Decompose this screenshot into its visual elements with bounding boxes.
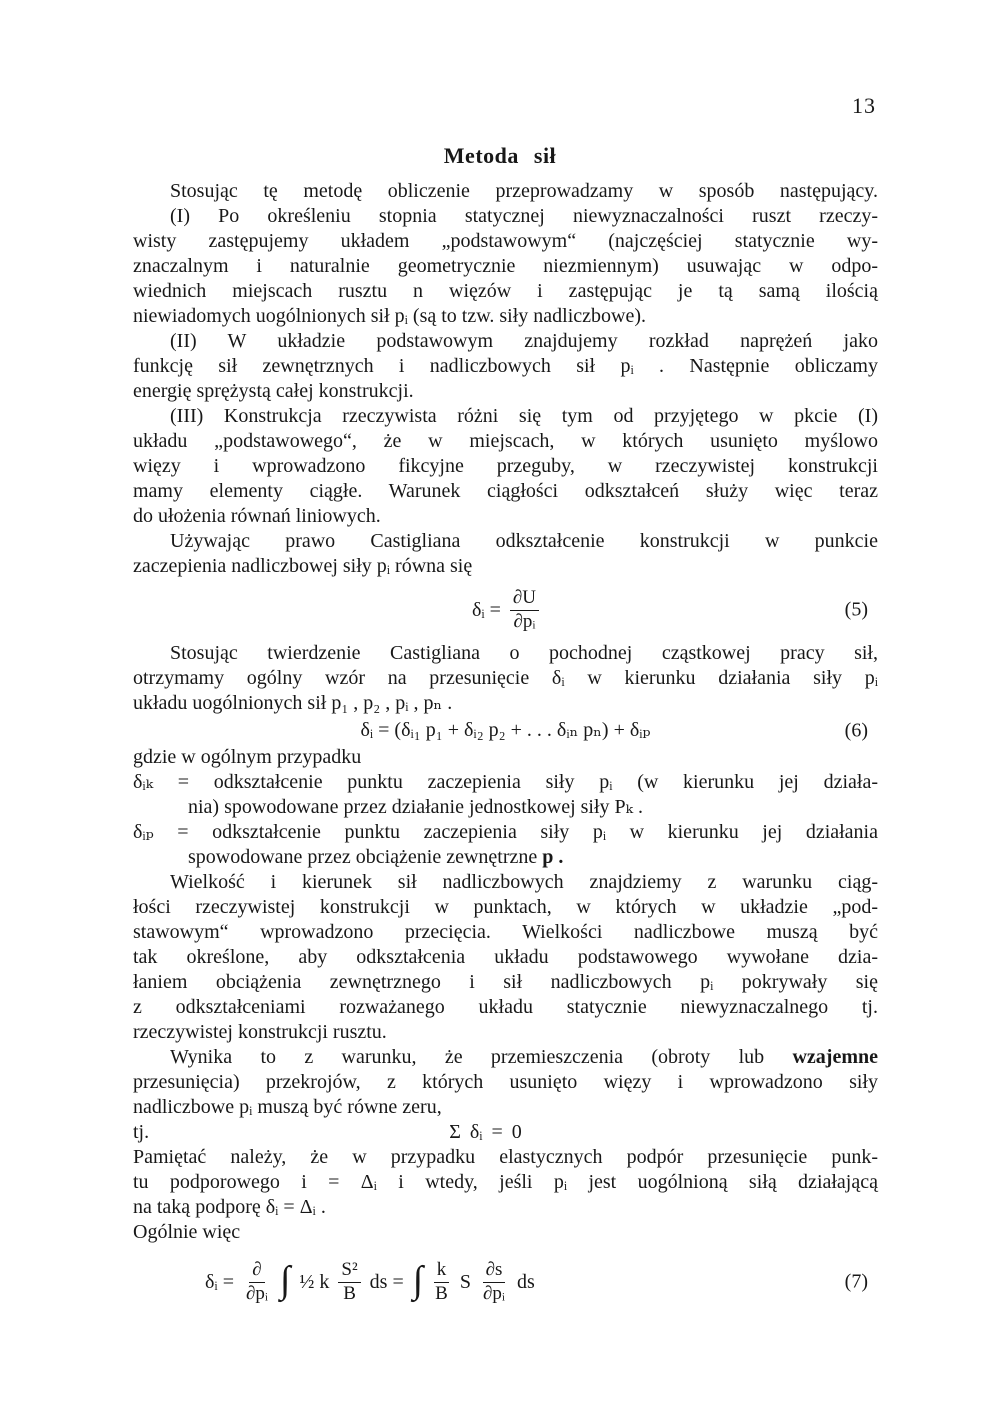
text-line: łaniem obciążenia zewnętrznego i sił nadliczbowych pᵢ pokrywały się xyxy=(133,971,878,993)
text-line: funkcję sił zewnętrznych i nadliczbowych sił pᵢ . Następnie obliczamy xyxy=(133,355,878,377)
fraction-numerator: ∂U xyxy=(510,588,539,611)
text-line: Stosując twierdzenie Castigliana o pochodnej cząstkowej pracy sił, xyxy=(170,642,878,664)
text-segment-bold: p . xyxy=(542,846,564,868)
tj-equation-line xyxy=(133,1120,878,1145)
text-line: niewiadomych uogólnionych sił pᵢ (są to tzw. siły nadliczbowe). xyxy=(133,305,646,327)
sum-delta-equation: Σ δᵢ = 0 xyxy=(449,1121,522,1143)
text-line: energię sprężystą całej konstrukcji. xyxy=(133,380,414,402)
text-line xyxy=(133,1045,878,1070)
text-line: układu uogólnionych sił p₁ , p₂ , pᵢ , pₙ . xyxy=(133,692,453,714)
fraction-denominator: ∂pᵢ xyxy=(513,610,536,632)
formula-7-expression xyxy=(205,1260,535,1305)
formula-5-expression xyxy=(472,588,539,633)
paragraph-6 xyxy=(133,641,878,716)
paragraph-2 xyxy=(133,204,878,329)
text-line: wisty zastępujemy układem „podstawowym“ (najczęściej statycznie wy- xyxy=(133,230,878,252)
text-segment: spowodowane przez obciążenie zewnętrzne xyxy=(188,846,538,868)
text-line: tu podporowego i = Δᵢ i wtedy, jeśli pᵢ jest uogólnioną siłą działającą xyxy=(133,1171,878,1193)
text-line: na taką podporę δᵢ = Δᵢ . xyxy=(133,1196,326,1218)
formula-term: S xyxy=(459,1270,471,1293)
text-line: zaczepienia nadliczbowej siły pᵢ równa się xyxy=(133,555,473,577)
text-line: (I) Po określeniu stopnia statycznej niewyznaczalności ruszt rzeczy- xyxy=(170,205,878,227)
text-line: (II) W układzie podstawowym znajdujemy rozkład naprężeń jako xyxy=(170,330,878,352)
text-line: (III) Konstrukcja rzeczywista różni się tym od przyjętego w pkcie (I) xyxy=(170,405,878,427)
formula-7-lhs: δᵢ = xyxy=(205,1270,234,1293)
text-line: mamy elementy ciągłe. Warunek ciągłości odkształceń służy więc teraz xyxy=(133,480,878,502)
text-line: stawowym“ wprowadzono przecięcia. Wielkości nadliczbowe muszą być xyxy=(133,921,878,943)
text-content xyxy=(133,179,878,1313)
text-line: nia) spowodowane przez działanie jednostkowej siły Pₖ . xyxy=(188,796,643,818)
formula-5 xyxy=(133,584,878,636)
formula-5-lhs: δᵢ = xyxy=(471,598,501,621)
text-segment: Wynika to z warunku, że przemieszczenia (obroty lub xyxy=(170,1046,765,1068)
equation-number: (5) xyxy=(844,598,868,621)
tj-label: tj. xyxy=(133,1121,150,1143)
text-line: δᵢₖ = odkształcenie punktu zaczepienia siły pᵢ (w kierunku jej działa- xyxy=(133,771,878,793)
text-line: Ogólnie więc xyxy=(133,1221,241,1243)
formula-term: ds = xyxy=(369,1270,404,1293)
text-line: gdzie w ogólnym przypadku xyxy=(133,746,362,768)
paragraph-8 xyxy=(133,870,878,1045)
paragraph-3 xyxy=(133,329,878,404)
text-line: przesunięcia) przekrojów, z których usunięto więzy i wprowadzono siły xyxy=(133,1071,878,1093)
fraction-denominator: B xyxy=(435,1282,448,1304)
fraction-denominator: ∂pᵢ xyxy=(245,1282,268,1304)
text-segment-bold: wzajemne xyxy=(792,1046,878,1068)
where-clause xyxy=(133,745,878,770)
equation-number: (7) xyxy=(844,1270,868,1293)
text-line: do ułożenia równań liniowych. xyxy=(133,505,381,527)
text-line: łości rzeczywistej konstrukcji w punktach, w których w układzie „pod- xyxy=(133,896,878,918)
text-line: nadliczbowe pᵢ muszą być równe zeru, xyxy=(133,1096,442,1118)
text-line: rzeczywistej konstrukcji rusztu. xyxy=(133,1021,387,1043)
formula-6 xyxy=(133,717,878,744)
integral-sign: ∫ xyxy=(412,1259,424,1301)
text-line: układu „podstawowego“, że w miejscach, w których usunięto myślowo xyxy=(133,430,878,452)
formula-term: ds xyxy=(516,1270,535,1293)
text-line: więzy i wprowadzono fikcyjne przeguby, w rzeczywistej konstrukcji xyxy=(133,455,878,477)
fraction xyxy=(432,1260,451,1305)
text-line: Pamiętać należy, że w przypadku elastycznych podpór przesunięcie punk- xyxy=(133,1146,878,1168)
text-line: δᵢₚ = odkształcenie punktu zaczepienia siły pᵢ w kierunku jej działania xyxy=(133,821,878,843)
fraction-numerator: k xyxy=(434,1260,450,1283)
text-line: z odkształceniami rozważanego układu statycznie niewyznaczalnego tj. xyxy=(133,996,878,1018)
page-number: 13 xyxy=(852,93,876,118)
equation-number: (6) xyxy=(844,719,868,741)
fraction-numerator: ∂s xyxy=(483,1260,506,1283)
integral-sign: ∫ xyxy=(279,1259,291,1301)
fraction xyxy=(243,1260,271,1305)
paragraph-5 xyxy=(133,529,878,579)
paragraph-4 xyxy=(133,404,878,529)
text-line xyxy=(133,845,878,870)
text-line: Wielkość i kierunek sił nadliczbowych znajdziemy z warunku ciąg- xyxy=(170,871,878,893)
fraction-numerator: ∂ xyxy=(249,1260,264,1283)
paragraph-1 xyxy=(133,179,878,204)
fraction-numerator: S² xyxy=(338,1260,360,1283)
text-line: tak określone, aby odkształcenia układu podstawowego wywołane dzia- xyxy=(133,946,878,968)
text-line: Używając prawo Castigliana odkształcenie konstrukcji w punkcie xyxy=(170,530,878,552)
paragraph-9 xyxy=(133,1045,878,1120)
text-line: Stosując tę metodę obliczenie przeprowadzamy w sposób następujący. xyxy=(170,180,878,202)
ogolnie-clause xyxy=(133,1220,878,1245)
formula-6-expression: δᵢ = (δᵢ₁ p₁ + δᵢ₂ p₂ + . . . δᵢₙ pₙ) + δᵢₚ xyxy=(360,719,651,741)
fraction-denominator: B xyxy=(343,1282,356,1304)
fraction xyxy=(510,588,539,633)
fraction xyxy=(338,1260,360,1305)
fraction xyxy=(480,1260,508,1305)
definition-delta-ip xyxy=(133,820,878,870)
fraction-denominator: ∂pᵢ xyxy=(482,1282,505,1304)
definition-delta-ik xyxy=(133,770,878,820)
formula-term: ½ k xyxy=(299,1270,330,1293)
text-line: znaczalnym i naturalnie geometrycznie niezmiennym) usuwając w odpo- xyxy=(133,255,878,277)
text-line: otrzymamy ogólny wzór na przesunięcie δᵢ w kierunku działania siły pᵢ xyxy=(133,667,878,689)
paragraph-10 xyxy=(133,1145,878,1220)
text-line: wiednich miejscach rusztu n więzów i zastępując je tą samą ilością xyxy=(133,280,878,302)
page-title: Metoda sił xyxy=(443,143,557,168)
formula-7 xyxy=(133,1251,878,1313)
